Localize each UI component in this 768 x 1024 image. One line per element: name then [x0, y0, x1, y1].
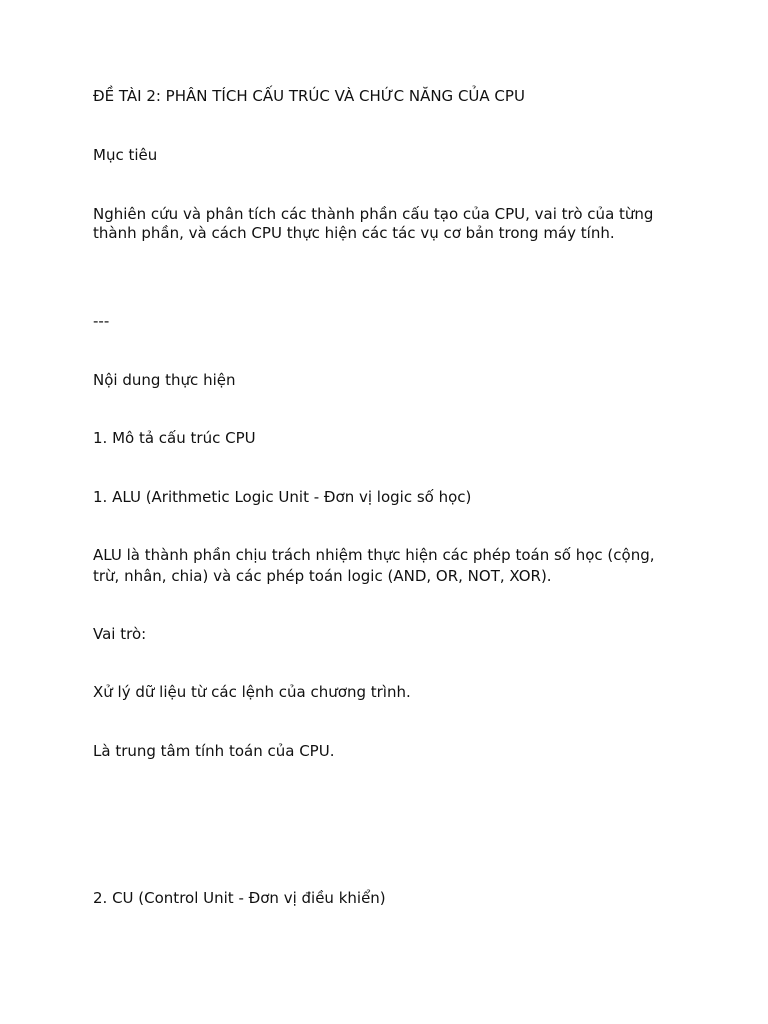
role-item-2: Là trung tâm tính toán của CPU.: [93, 742, 335, 760]
alu-text-line-2: trừ, nhân, chia) và các phép toán logic (AND, OR, NOT, XOR).: [93, 567, 552, 585]
content-heading: Nội dung thực hiện: [93, 371, 236, 389]
objective-heading: Mục tiêu: [93, 146, 158, 164]
section-1-heading: 1. Mô tả cấu trúc CPU: [93, 429, 256, 447]
objective-text-line-2: thành phần, và cách CPU thực hiện các tác vụ cơ bản trong máy tính.: [93, 224, 615, 242]
separator: ---: [93, 312, 110, 330]
document-title: ĐỀ TÀI 2: PHÂN TÍCH CẤU TRÚC VÀ CHỨC NĂNG CỦA CPU: [93, 87, 525, 105]
alu-text-line-1: ALU là thành phần chịu trách nhiệm thực hiện các phép toán số học (cộng,: [93, 546, 655, 564]
role-heading: Vai trò:: [93, 625, 147, 643]
objective-text-line-1: Nghiên cứu và phân tích các thành phần cấu tạo của CPU, vai trò của từng: [93, 205, 654, 223]
role-item-1: Xử lý dữ liệu từ các lệnh của chương trình.: [93, 683, 411, 701]
alu-heading: 1. ALU (Arithmetic Logic Unit - Đơn vị logic số học): [93, 488, 472, 506]
cu-heading: 2. CU (Control Unit - Đơn vị điều khiển): [93, 889, 386, 907]
